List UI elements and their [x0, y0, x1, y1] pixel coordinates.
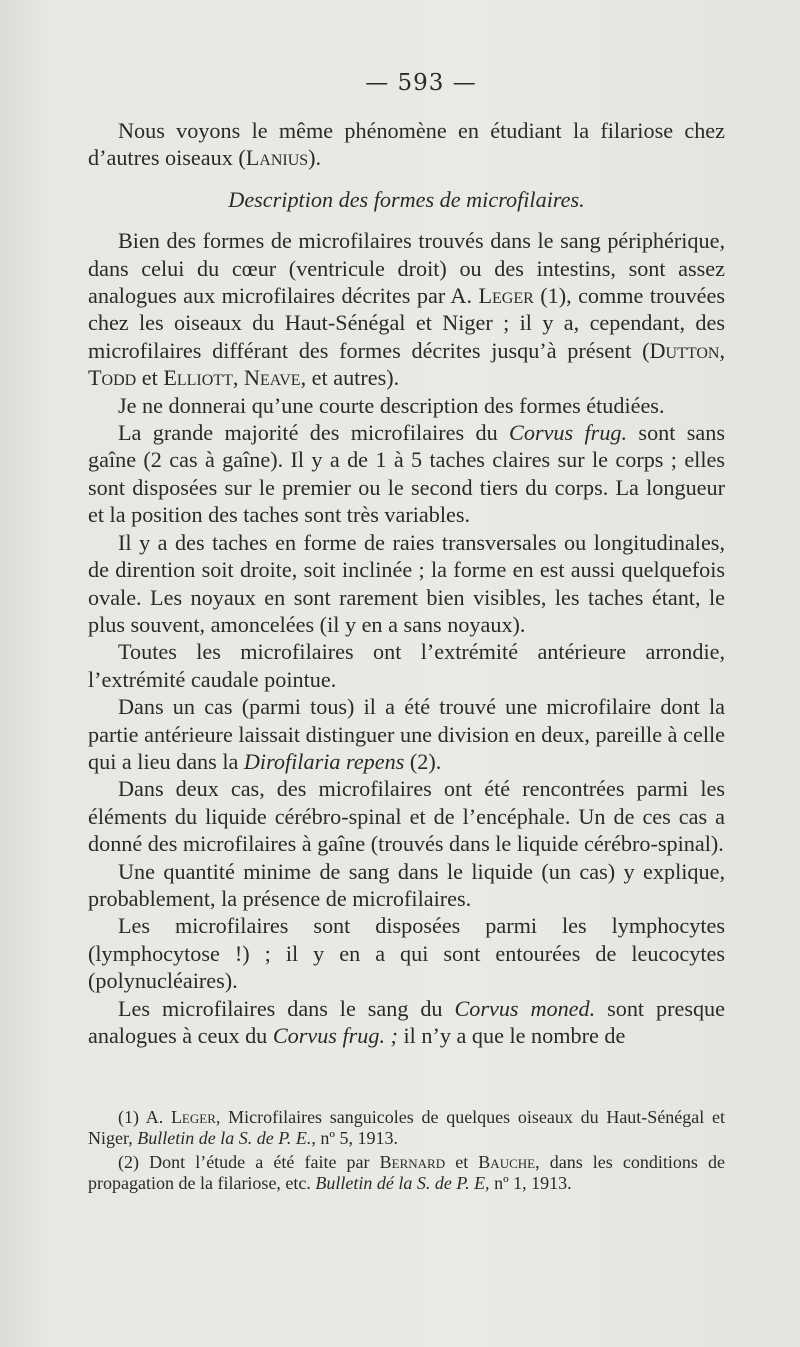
text-run: (2).	[404, 748, 442, 774]
author-name: Elliott	[163, 365, 233, 391]
paragraph: Une quantité minime de sang dans le liquide (un cas) y explique, probablement, la présence de microfilaires.	[88, 858, 725, 911]
author-name: Bauche	[478, 1152, 536, 1172]
section-heading: Description des formes de microfilaires.	[228, 186, 585, 212]
text-run: et	[445, 1152, 479, 1172]
paragraph	[88, 419, 725, 529]
text-run: Dans un cas (parmi tous) il a été trouvé une microfilaire dont la partie antérieure laissait distinguer une division en deux, pareille à celle qui a lieu dans la	[88, 694, 725, 774]
text-run: Les microfilaires dans le sang du	[118, 995, 455, 1021]
paragraph	[88, 693, 725, 775]
text-run: sont sans gaîne (2 cas à gaîne). Il y a de 1 à 5 taches claires sur le corps ; elles sont disposées sur le premier ou le second tiers du corps. La longueur et la position des taches sont très variables.	[88, 420, 725, 528]
page-number: — 593 —	[365, 70, 477, 96]
text-run: , dans les conditions de propagation de la filariose, etc.	[88, 1152, 725, 1193]
text-run: (1), comme trouvées chez les oiseaux du Haut-Sénégal et Niger ; il y a, cependant, des microfilaires différant des formes décrites jusqu’à présent (	[88, 283, 725, 363]
footnote-1	[88, 1107, 725, 1149]
text-run: il n’y a que le nombre de	[397, 1023, 626, 1048]
text-run: et	[136, 365, 164, 391]
text-run: ,	[719, 337, 725, 363]
author-name: Lanius	[245, 145, 309, 171]
text-run: La grande majorité des microfilaires du	[118, 420, 510, 446]
text-run: , nº 5, 1913.	[311, 1128, 398, 1148]
text-run: , Microfilaires sanguicoles de quelques oiseaux du Haut-Sénégal et Niger,	[88, 1107, 725, 1148]
paragraph: Toutes les microfilaires ont l’extrémité antérieure arrondie, l’extrémité caudale pointue.	[88, 639, 725, 692]
text-run: Bien des formes de microfilaires trouvés dans le sang périphérique, dans celui du cœur (ventricule droit) ou des intestins, sont assez analogues aux microfilaires décrites par A.	[88, 228, 725, 309]
text-run: sont presque analogues à ceux du	[88, 995, 725, 1048]
author-name: Todd	[88, 365, 137, 391]
footnotes	[88, 1107, 725, 1197]
main-text	[88, 117, 725, 1049]
footnote-2	[88, 1152, 725, 1194]
journal-title: Bulletin de la S. de P. E.	[137, 1128, 312, 1148]
species-name: Corvus frug. ;	[272, 1023, 398, 1048]
paragraph	[88, 995, 725, 1050]
author-name: Dutton	[649, 337, 720, 363]
text-run: nº 1, 1913.	[489, 1173, 572, 1193]
author-name: Bernard	[379, 1152, 446, 1172]
paragraph	[88, 117, 725, 172]
paragraph: Dans deux cas, des microfilaires ont été rencontrées parmi les éléments du liquide cérébro-spinal et de l’encéphale. Un de ces cas a donné des microfilaires à gaîne (trouvés dans le liquide cérébro-spinal).	[88, 776, 725, 857]
text-run: , et autres).	[300, 365, 400, 391]
text-run: (2) Dont l’étude a été faite par	[118, 1152, 380, 1172]
text-run: (1) A.	[118, 1107, 171, 1127]
species-name: Corvus frug.	[509, 420, 628, 446]
text-run: ,	[232, 365, 244, 391]
species-name: Corvus moned.	[454, 995, 596, 1021]
paragraph: Il y a des taches en forme de raies transversales ou longitudinales, de dirention soit droite, soit inclinée ; la forme en est aussi quelquefois ovale. Les noyaux en sont rarement bien visibles, les taches étant, le plus souvent, amoncelées (il y en a sans noyaux).	[88, 529, 725, 637]
journal-title: Bulletin dé la S. de P. E,	[315, 1173, 490, 1193]
author-name: Neave	[243, 365, 301, 391]
author-name: Leger	[170, 1107, 216, 1127]
text-run: Nous voyons le même phénomène en étudiant la filariose chez d’autres oiseaux (	[88, 118, 725, 171]
text-run: ).	[308, 145, 322, 171]
author-name: Leger	[478, 283, 534, 309]
paragraph	[88, 227, 725, 391]
paragraph: Je ne donnerai qu’une courte description des formes étudiées.	[118, 392, 665, 418]
species-name: Dirofilaria repens	[243, 748, 405, 774]
paragraph: Les microfilaires sont disposées parmi les lymphocytes (lymphocytose !) ; il y en a qui sont entourées de leucocytes (polynucléaires).	[88, 913, 725, 994]
